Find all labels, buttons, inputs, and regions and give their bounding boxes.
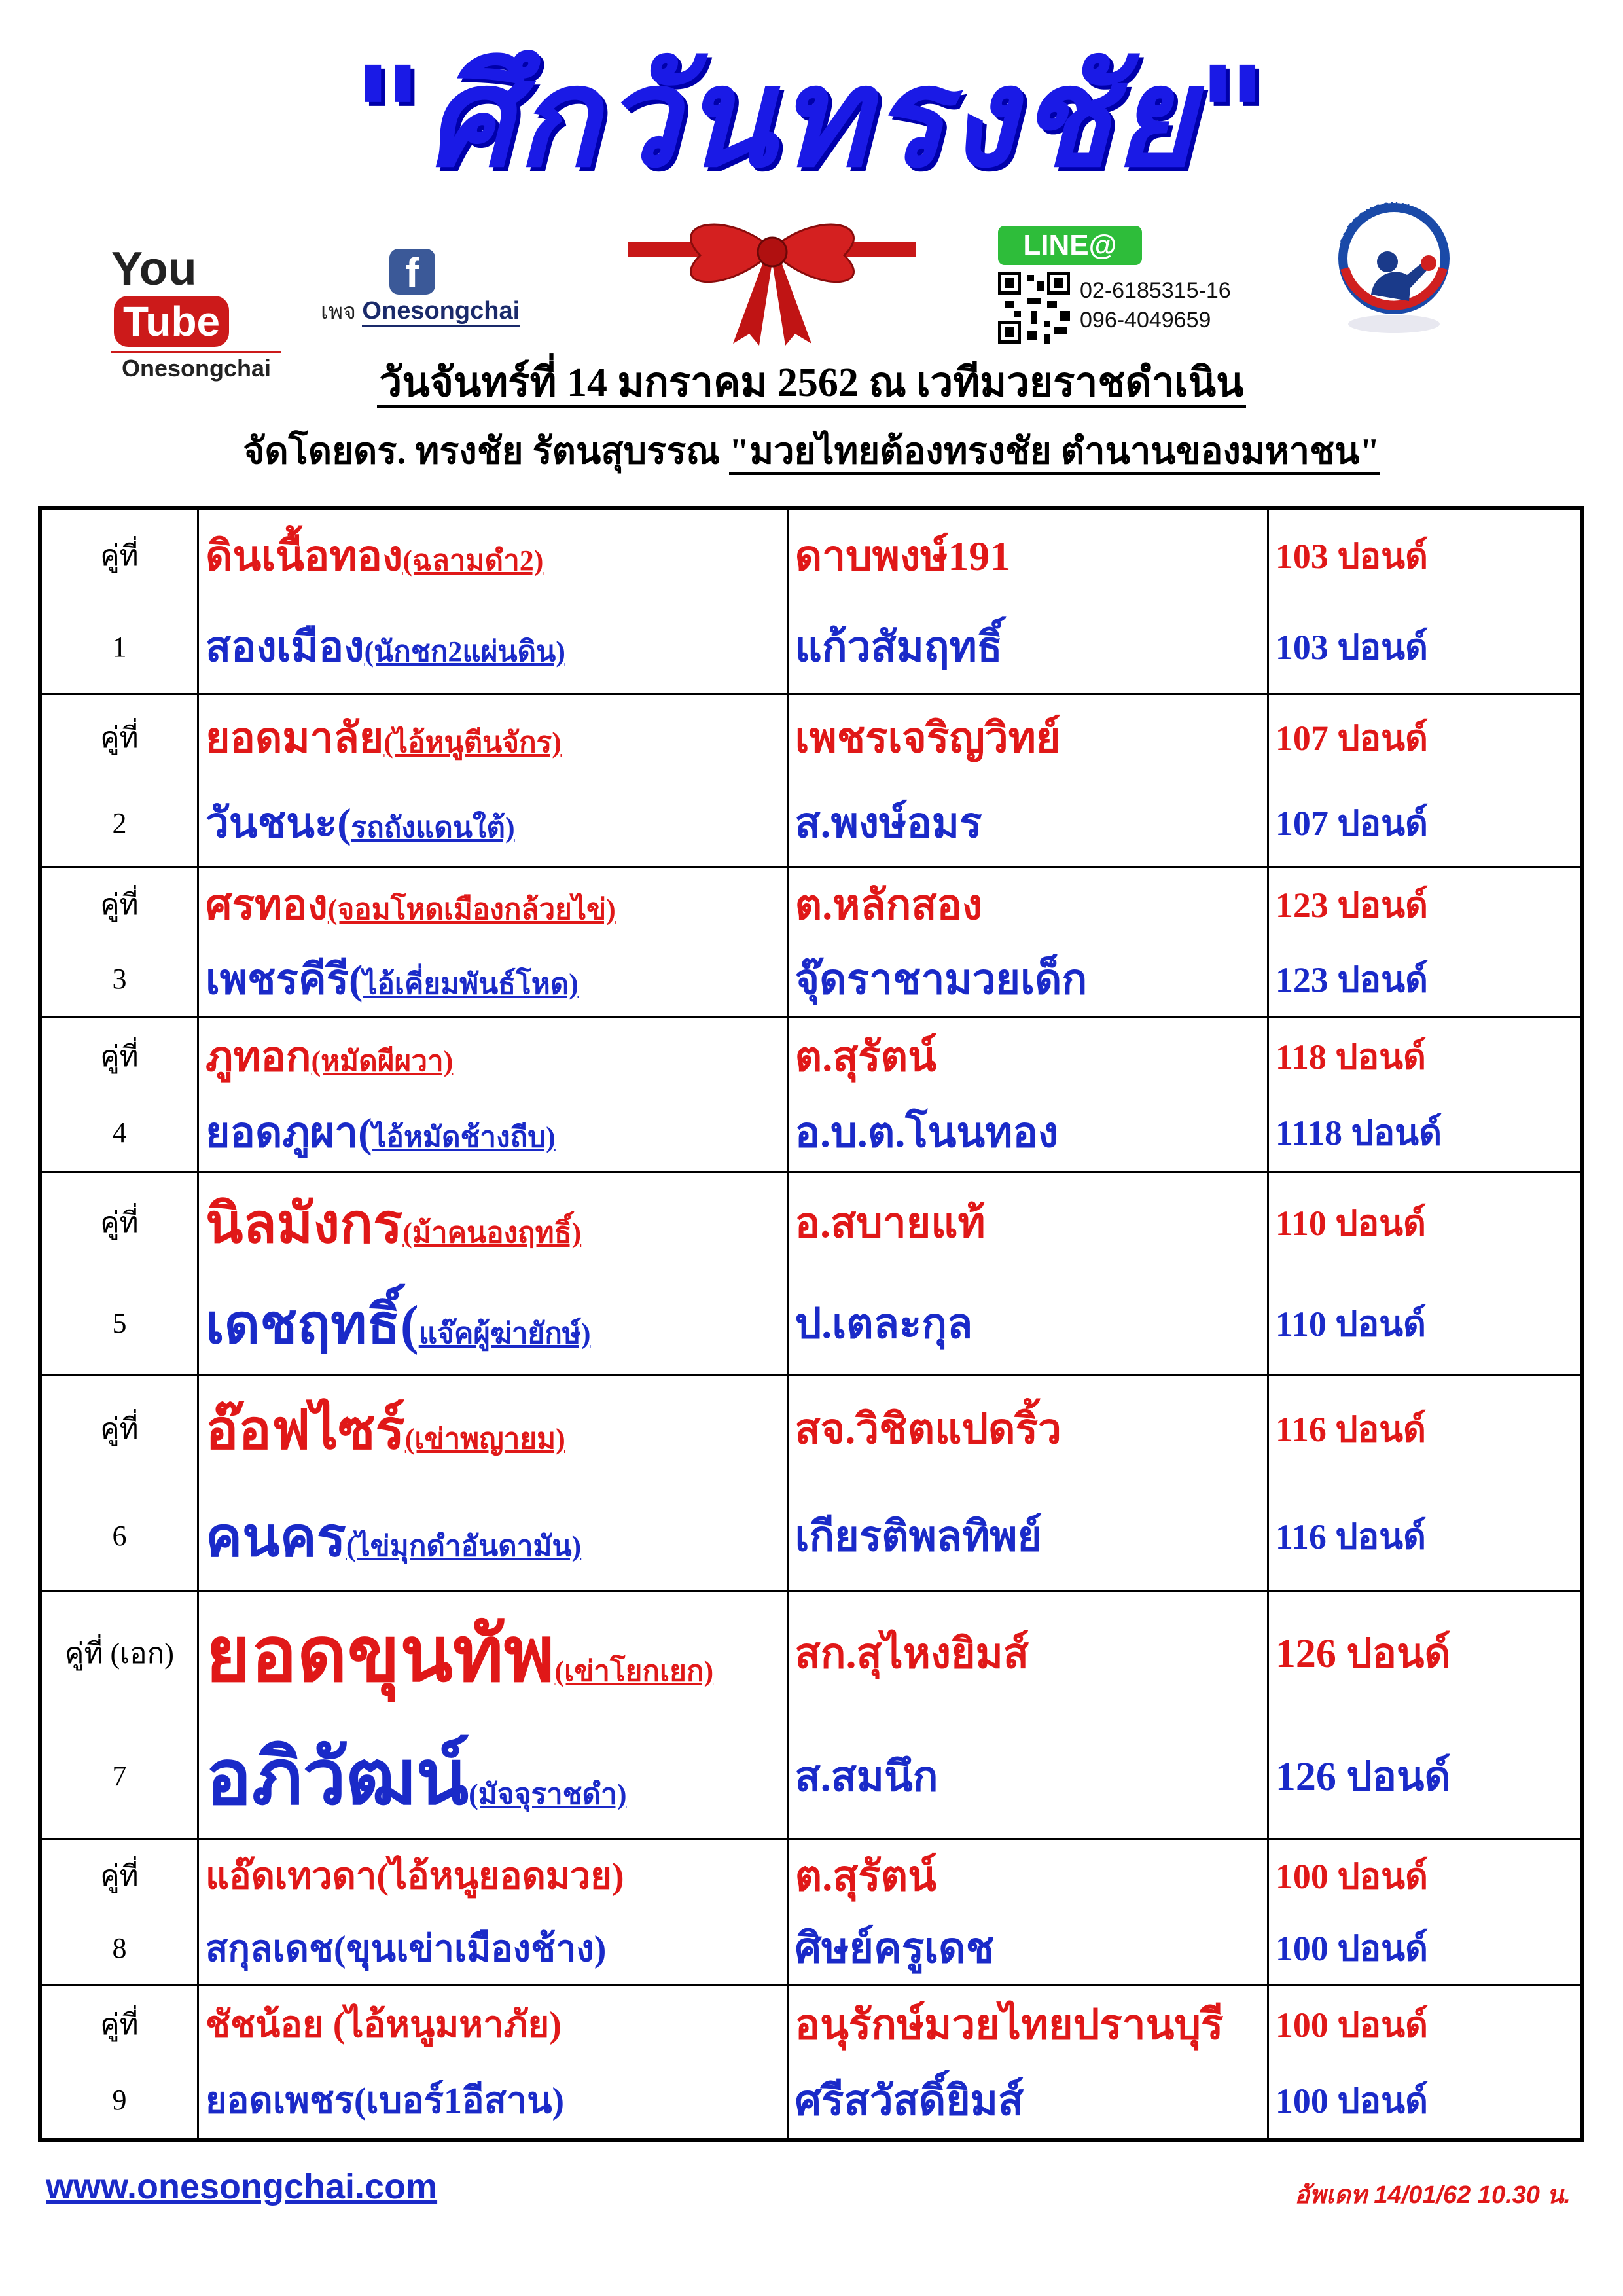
red-corner-weight: 107 ปอนด์ — [1268, 694, 1582, 780]
fighter-ring-name: ยอดขุนทัพ — [205, 1611, 555, 1698]
fighter-ring-name: ดินเนื้อทอง — [205, 532, 403, 579]
red-corner-weight: 103 ปอนด์ — [1268, 508, 1582, 601]
organizer-line — [0, 425, 1623, 478]
red-corner-fighter — [198, 1017, 787, 1094]
blue-corner-camp: ศรีสวัสดิ์ยิมส์ — [787, 2062, 1268, 2140]
date-venue-text: วันจันทร์ที่ 14 มกราคม 2562 ณ เวทีมวยราชดำเนิน — [377, 361, 1247, 408]
blue-corner-weight: 1118 ปอนด์ — [1268, 1094, 1582, 1172]
fighter-nickname: (ม้าคนองฤทธิ์) — [402, 1217, 582, 1249]
bout-label: คู่ที่ — [40, 867, 198, 942]
organizer-text: จัดโดยดร. ทรงชัย รัตนสุบรรณ — [243, 431, 730, 472]
blue-corner-camp: ส.สมนึก — [787, 1715, 1268, 1839]
fighter-name — [205, 1295, 591, 1355]
bout-row — [40, 1374, 1582, 1482]
red-corner-weight: 126 ปอนด์ — [1268, 1590, 1582, 1715]
bout-label: คู่ที่ — [40, 694, 198, 780]
facebook-page-name: Onesongchai — [362, 297, 520, 327]
fighter-ring-name: สองเมือง — [205, 624, 365, 671]
fighter-ring-name: นิลมังกร — [205, 1194, 403, 1255]
fighter-ring-name: แอ๊ดเทวดา(ไอ้หนูยอดมวย) — [205, 1856, 624, 1897]
red-corner-camp: เพชรเจริญวิทย์ — [787, 694, 1268, 780]
red-corner-fighter — [198, 694, 787, 780]
blue-corner-fighter — [198, 780, 787, 867]
fighter-nickname: ไอ้หมัดช้างถีบ) — [372, 1121, 556, 1154]
organizer-slogan: "มวยไทยต้องทรงชัย ตำนานของมหาชน" — [729, 431, 1380, 475]
fighter-ring-name: วันชนะ( — [205, 800, 351, 847]
blue-corner-fighter — [198, 1715, 787, 1839]
fighter-name — [205, 800, 515, 846]
qr-code-icon[interactable] — [998, 272, 1070, 344]
red-corner-weight: 110 ปอนด์ — [1268, 1172, 1582, 1273]
fighter-nickname: (หมัดผีผวา) — [311, 1045, 454, 1077]
fighter-name — [205, 1400, 565, 1461]
bout-number: 1 — [40, 601, 198, 694]
red-corner-weight: 100 ปอนด์ — [1268, 1839, 1582, 1912]
date-venue-line — [0, 357, 1623, 409]
fighter-name — [205, 1194, 581, 1255]
bout-label: คู่ที่ — [40, 1985, 198, 2062]
blue-corner-camp: เกียรติพลทิพย์ — [787, 1482, 1268, 1590]
bout-row — [40, 508, 1582, 601]
fighter-nickname: (เข่าโยกเยก) — [554, 1655, 714, 1687]
red-corner-camp: ต.สุรัตน์ — [787, 1017, 1268, 1094]
fighter-ring-name: อภิวัฒน์ — [205, 1734, 469, 1821]
youtube-tube-text: Tube — [114, 296, 229, 347]
bout-label: คู่ที่ — [40, 1017, 198, 1094]
red-corner-camp: ดาบพงษ์191 — [787, 508, 1268, 601]
fighter-nickname: (จอมโหดเมืองกล้วยไข่) — [327, 893, 616, 926]
fighter-name — [205, 624, 565, 670]
red-corner-weight: 118 ปอนด์ — [1268, 1017, 1582, 1094]
blue-corner-fighter — [198, 601, 787, 694]
bout-row — [40, 867, 1582, 942]
fighter-ring-name: เพชรคีรี( — [205, 956, 363, 1003]
blue-corner-camp: แก้วสัมฤทธิ์ — [787, 601, 1268, 694]
youtube-you-text: You — [111, 243, 197, 295]
fighter-name — [205, 1612, 713, 1698]
bout-number: 9 — [40, 2062, 198, 2140]
bout-number: 2 — [40, 780, 198, 867]
bout-row — [40, 1839, 1582, 1912]
fighter-ring-name: เดชฤทธิ์( — [205, 1294, 419, 1355]
fighter-nickname: (ไข่มุกดำอันดามัน) — [346, 1530, 582, 1562]
blue-corner-weight: 100 ปอนด์ — [1268, 1912, 1582, 1985]
blue-corner-fighter — [198, 1912, 787, 1985]
bout-row — [40, 601, 1582, 694]
fighter-name — [205, 533, 543, 579]
svg-text:ONESONGCHAI — [1338, 201, 1410, 247]
youtube-channel-name: Onesongchai — [111, 351, 281, 382]
fighter-name — [205, 715, 562, 761]
bout-label: คู่ที่ — [40, 1172, 198, 1273]
blue-corner-camp: ป.เตละกุล — [787, 1273, 1268, 1374]
fighter-name — [205, 1735, 627, 1821]
red-corner-fighter — [198, 1590, 787, 1715]
bout-number: 4 — [40, 1094, 198, 1172]
facebook-prefix: เพจ — [321, 299, 356, 324]
fighter-ring-name: ศรทอง — [205, 882, 328, 929]
fighter-name — [205, 2005, 562, 2045]
fighter-nickname: แจ๊คผู้ฆ่ายักษ์) — [418, 1317, 591, 1350]
red-corner-fighter — [198, 1839, 787, 1912]
bout-row — [40, 2062, 1582, 2140]
blue-corner-fighter — [198, 1482, 787, 1590]
bout-number: 6 — [40, 1482, 198, 1590]
bout-row — [40, 1172, 1582, 1273]
red-corner-camp: สก.สุไหงยิมส์ — [787, 1590, 1268, 1715]
bout-row — [40, 1482, 1582, 1590]
fighter-nickname: (มัจจุราชดำ) — [469, 1778, 627, 1810]
bout-row — [40, 1094, 1582, 1172]
fighter-nickname: (ไอ้หนูตีนจักร) — [383, 726, 562, 759]
fighter-ring-name: ภูทอก — [205, 1033, 312, 1080]
blue-corner-fighter — [198, 942, 787, 1017]
blue-corner-camp: ศิษย์ครูเดช — [787, 1912, 1268, 1985]
blue-corner-weight: 100 ปอนด์ — [1268, 2062, 1582, 2140]
fighter-name — [205, 1507, 581, 1568]
onesongchai-logo-icon — [1325, 190, 1463, 340]
bout-number: 3 — [40, 942, 198, 1017]
event-title: "ศึกวันทรงชัย" — [351, 37, 1272, 198]
bout-label: คู่ที่ — [40, 508, 198, 601]
bout-number: 8 — [40, 1912, 198, 1985]
fighter-name — [205, 1929, 606, 1969]
bout-row — [40, 942, 1582, 1017]
blue-corner-weight: 107 ปอนด์ — [1268, 780, 1582, 867]
bout-row — [40, 780, 1582, 867]
fighter-nickname: (เข่าพญายม) — [404, 1423, 565, 1456]
blue-corner-fighter — [198, 1094, 787, 1172]
bout-row — [40, 1017, 1582, 1094]
update-timestamp: อัพเดท 14/01/62 10.30 น. — [1294, 2181, 1571, 2209]
fighter-ring-name: คนคร — [205, 1507, 346, 1568]
fighter-name — [205, 882, 616, 928]
blue-corner-weight: 110 ปอนด์ — [1268, 1273, 1582, 1374]
bout-row — [40, 1590, 1582, 1715]
fighter-nickname: รถถังแดนใต้) — [351, 812, 515, 844]
line-badge[interactable]: LINE@ — [998, 226, 1142, 265]
blue-corner-camp: ส.พงษ์อมร — [787, 780, 1268, 867]
fighter-ring-name: ยอดเพชร(เบอร์1อีสาน) — [205, 2081, 565, 2121]
red-corner-weight: 123 ปอนด์ — [1268, 867, 1582, 942]
red-corner-weight: 100 ปอนด์ — [1268, 1985, 1582, 2062]
red-corner-weight: 116 ปอนด์ — [1268, 1374, 1582, 1482]
fighter-nickname: ไอ้เคี่ยมพันธ์โหด) — [363, 967, 579, 1000]
bout-row — [40, 694, 1582, 780]
blue-corner-camp: จุ๊ดราชามวยเด็ก — [787, 942, 1268, 1017]
bout-label: คู่ที่ — [40, 1374, 198, 1482]
fighter-name — [205, 2081, 564, 2121]
fighter-ring-name: อ๊อฟไซร์ — [205, 1400, 405, 1462]
fighter-ring-name: สกุลเดช(ขุนเข่าเมืองช้าง) — [205, 1928, 607, 1969]
line-phone-1: 02-6185315-16 — [1080, 278, 1231, 303]
red-corner-camp: อ.สบายแท้ — [787, 1172, 1268, 1273]
blue-corner-weight: 116 ปอนด์ — [1268, 1482, 1582, 1590]
fighter-nickname: (นักชก2แผ่นดิน) — [364, 636, 565, 668]
bout-label: คู่ที่ (เอก) — [40, 1590, 198, 1715]
blue-corner-weight: 123 ปอนด์ — [1268, 942, 1582, 1017]
red-corner-camp: สจ.วิชิตแปดริ้ว — [787, 1374, 1268, 1482]
red-corner-camp: อนุรักษ์มวยไทยปรานบุรี — [787, 1985, 1268, 2062]
fighter-name — [205, 1109, 556, 1156]
red-corner-fighter — [198, 508, 787, 601]
red-corner-camp: ต.หลักสอง — [787, 867, 1268, 942]
fighter-name — [205, 1856, 624, 1897]
facebook-icon[interactable]: f — [389, 249, 435, 295]
bout-label: คู่ที่ — [40, 1839, 198, 1912]
blue-corner-fighter — [198, 1273, 787, 1374]
red-corner-fighter — [198, 1374, 787, 1482]
fighter-ring-name: ยอดมาลัย — [205, 714, 384, 761]
red-corner-camp: ต.สุรัตน์ — [787, 1839, 1268, 1912]
website-link[interactable]: www.onesongchai.com — [46, 2167, 438, 2206]
bout-number: 7 — [40, 1715, 198, 1839]
brand-logo-text: ONESONGCHAI — [1338, 200, 1411, 247]
bout-row — [40, 1273, 1582, 1374]
fighter-name — [205, 1033, 453, 1080]
bout-row — [40, 1912, 1582, 1985]
bout-number: 5 — [40, 1273, 198, 1374]
blue-corner-fighter — [198, 2062, 787, 2140]
red-corner-fighter — [198, 1172, 787, 1273]
blue-corner-weight: 126 ปอนด์ — [1268, 1715, 1582, 1839]
fighter-ring-name: ยอดภูผา( — [205, 1109, 372, 1157]
fighter-nickname: (ฉลามดำ2) — [402, 544, 544, 577]
red-corner-fighter — [198, 867, 787, 942]
line-phone-2: 096-4049659 — [1080, 308, 1211, 332]
bout-row — [40, 1715, 1582, 1839]
facebook-page-label[interactable] — [321, 293, 520, 329]
blue-corner-weight: 103 ปอนด์ — [1268, 601, 1582, 694]
blue-corner-camp: อ.บ.ต.โนนทอง — [787, 1094, 1268, 1172]
fight-card-table — [38, 506, 1584, 2142]
bout-row — [40, 1985, 1582, 2062]
red-corner-fighter — [198, 1985, 787, 2062]
ribbon-bow-icon — [628, 216, 916, 347]
fighter-ring-name: ชัชน้อย (ไอ้หนูมหาภัย) — [205, 2005, 562, 2046]
fighter-name — [205, 956, 579, 1003]
